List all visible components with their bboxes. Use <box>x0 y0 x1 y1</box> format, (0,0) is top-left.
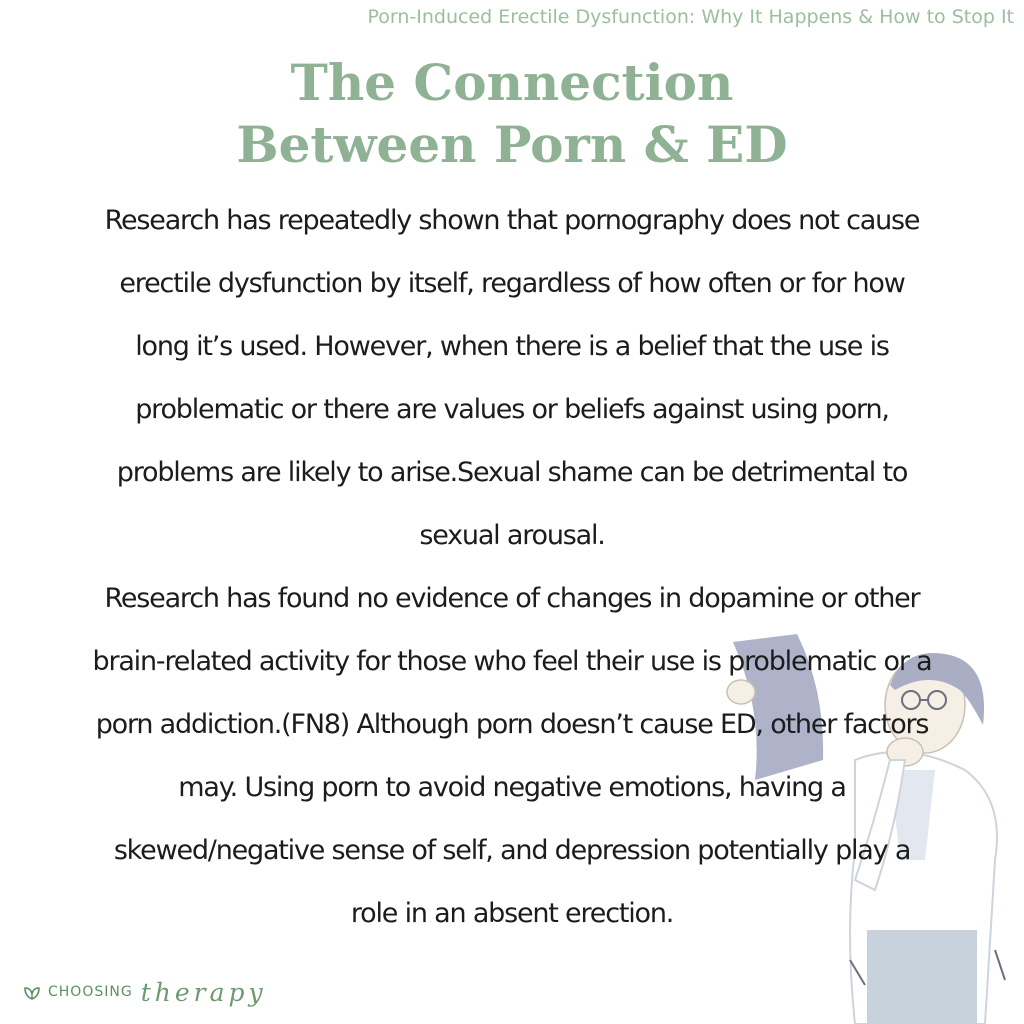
title-line-2: Between Porn & ED <box>236 115 788 174</box>
page-title <box>0 52 1024 176</box>
body-text <box>60 189 964 945</box>
body-line: erectile dysfunction by itself, regardless of how often or for how <box>119 268 905 299</box>
logo-word-choosing: CHOOSING <box>48 984 133 1000</box>
body-line: may. Using porn to avoid negative emotions, having a <box>178 772 846 803</box>
body-line: problematic or there are values or beliefs against using porn, <box>135 394 889 425</box>
body-line: skewed/negative sense of self, and depression potentially play a <box>113 835 911 866</box>
body-line: sexual arousal. <box>419 520 605 551</box>
logo-word-therapy: therapy <box>140 977 267 1007</box>
body-line: problems are likely to arise.Sexual shame can be detrimental to <box>116 457 908 488</box>
body-line: brain-related activity for those who feel their use is problematic or a <box>92 646 932 677</box>
body-line: role in an absent erection. <box>350 898 674 929</box>
body-line: porn addiction.(FN8) Although porn doesn’t cause ED, other factors <box>95 709 929 740</box>
body-line: Research has found no evidence of changes in dopamine or other <box>104 583 920 614</box>
choosing-therapy-logo[interactable] <box>22 975 267 1009</box>
title-line-1: The Connection <box>290 53 734 112</box>
body-line: Research has repeatedly shown that pornography does not cause <box>104 205 920 236</box>
leaf-icon <box>22 982 42 1002</box>
body-line: long it’s used. However, when there is a belief that the use is <box>135 331 889 362</box>
top-caption: Porn-Induced Erectile Dysfunction: Why It Happens & How to Stop It <box>367 6 1014 28</box>
